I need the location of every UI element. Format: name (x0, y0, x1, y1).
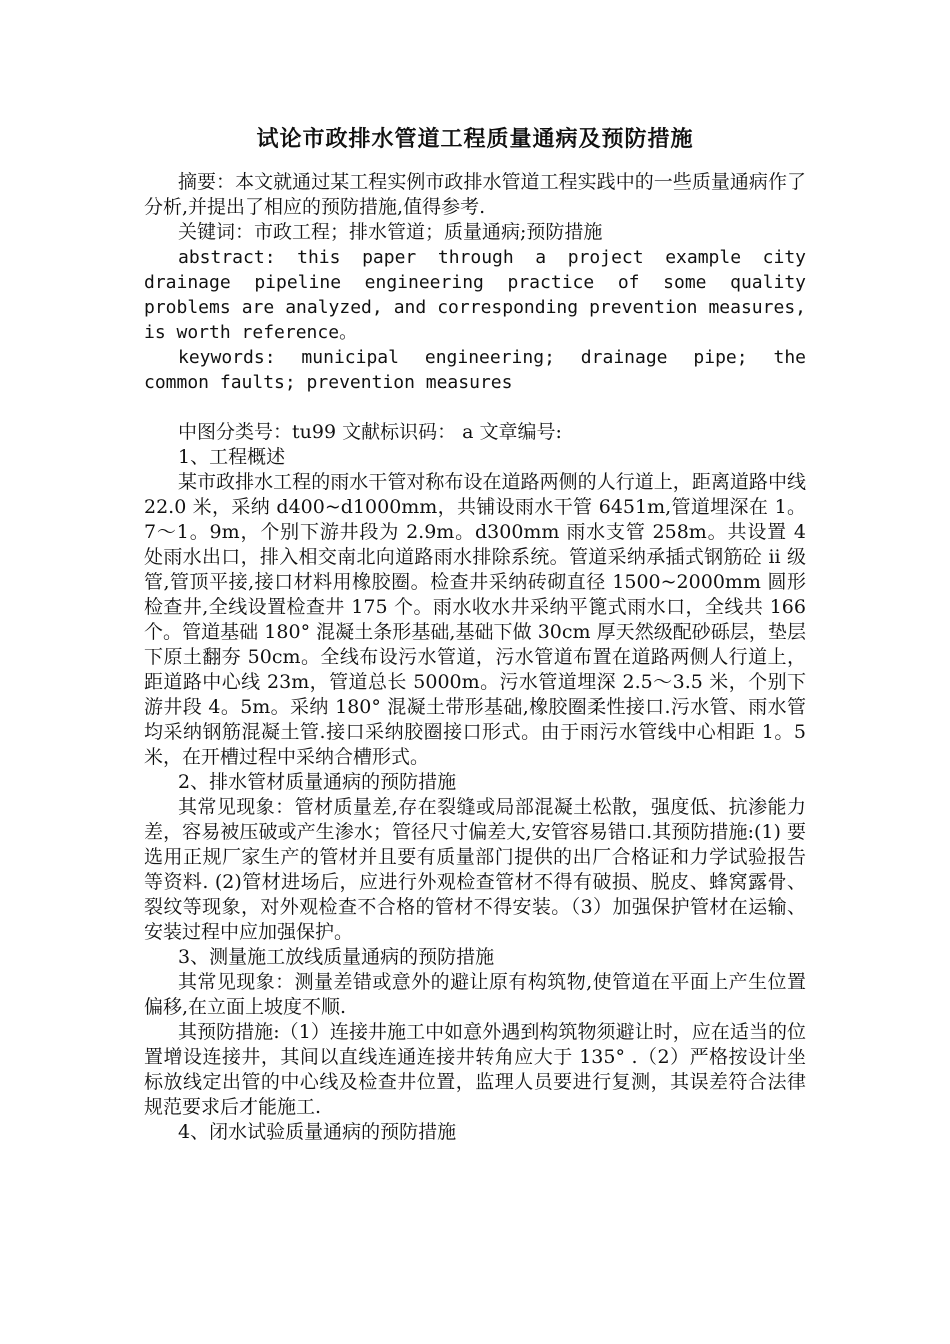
blank-line (144, 395, 806, 420)
document-body (144, 170, 806, 1145)
section-3-paragraph-b: 其预防措施:（1）连接井施工中如意外遇到构筑物须避让时，应在适当的位置增设连接井，其间以直线连通连接井转角应大于 135° .（2）严格按设计坐标放线定出管的中心线及检查井位置，监理人员要进行复测，其误差符合法律规范要求后才能施工. (144, 1021, 806, 1118)
keywords-cn: 关键词：市政工程；排水管道；质量通病;预防措施 (178, 221, 603, 243)
abstract-cn: 摘要：本文就通过某工程实例市政排水管道工程实践中的一些质量通病作了分析,并提出了相应的预防措施,值得参考. (144, 171, 806, 218)
section-2-paragraph: 其常见现象：管材质量差,存在裂缝或局部混凝土松散，强度低、抗渗能力差，容易被压破或产生渗水；管径尺寸偏差大,安管容易错口.其预防措施:(1) 要选用正规厂家生产的管材并且要有质量部门提供的出厂合格证和力学试验报告等资料. (2)管材进场后，应进行外观检查管材不得有破损、脱皮、蜂窝露骨、裂纹等现象，对外观检查不合格的管材不得安装。（3）加强保护管材在运输、安装过程中应加强保护。 (144, 796, 806, 943)
section-heading-1: 1、工程概述 (178, 446, 286, 468)
document-title: 试论市政排水管道工程质量通病及预防措施 (256, 126, 694, 152)
section-heading-2: 2、排水管材质量通病的预防措施 (178, 771, 457, 793)
abstract-en: abstract: this paper through a project example city drainage pipeline engineering practice of some quality problems are analyzed, and corresponding prevention measures, is worth reference。 (144, 247, 806, 343)
section-3-paragraph-a: 其常见现象：测量差错或意外的避让原有构筑物,使管道在平面上产生位置偏移,在立面上坡度不顺. (144, 971, 806, 1018)
section-heading-3: 3、测量施工放线质量通病的预防措施 (178, 946, 495, 968)
section-1-paragraph: 某市政排水工程的雨水干管对称布设在道路两侧的人行道上，距离道路中线 22.0 米，采纳 d400~d1000mm，共铺设雨水干管 6451m,管道埋深在 1。7～1。9m，个别下游井段为 2.9m。d300mm 雨水支管 258m。共设置 4 处雨水出口，排入相交南北向道路雨水排除系统。管道采纳承插式钢筋砼 ii 级管,管顶平接,接口材料用橡胶圈。检查井采纳砖砌直径 1500~2000mm 圆形检查井,全线设置检查井 175 个。雨水收水井采纳平篦式雨水口，全线共 166 个。管道基础 180° 混凝土条形基础,基础下做 30cm 厚天然级配砂砾层，垫层下原土翻夯 50cm。全线布设污水管道，污水管道布置在道路两侧人行道上，距道路中心线 23m，管道总长 5000m。污水管道埋深 2.5～3.5 米，个别下游井段 4。5m。采纳 180° 混凝土带形基础,橡胶圈柔性接口.污水管、雨水管均采纳钢筋混凝土管.接口采纳胶圈接口形式。由于雨污水管线中心相距 1。5 米，在开槽过程中采纳合槽形式。 (144, 471, 806, 768)
keywords-en: keywords: municipal engineering; drainage pipe; the common faults; prevention measures (144, 347, 806, 393)
classification-line: 中图分类号：tu99 文献标识码： a 文章编号: (178, 421, 562, 443)
section-heading-4: 4、闭水试验质量通病的预防措施 (178, 1121, 457, 1143)
